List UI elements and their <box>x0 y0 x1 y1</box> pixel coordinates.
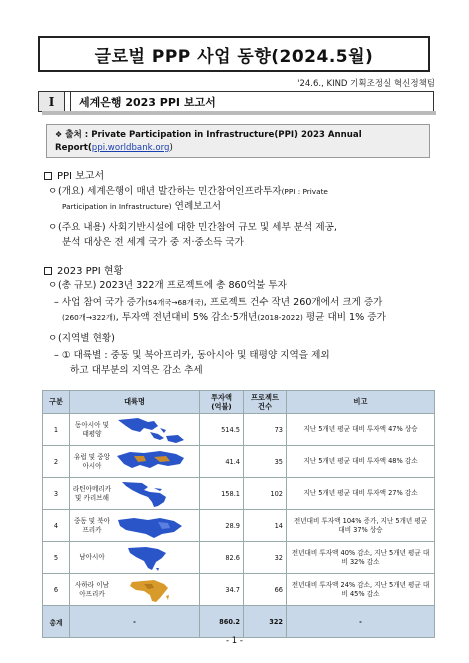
row-number: 6 <box>43 574 70 606</box>
source-link[interactable]: ppi.worldbank.org <box>91 143 170 153</box>
source-text: 출처 : Private Participation in Infrastructure(PPI) 2023 Annual Report( <box>55 130 362 153</box>
project-count: 35 <box>244 446 287 478</box>
investment-value: 514.5 <box>200 414 244 446</box>
investment-value: 41.4 <box>200 446 244 478</box>
region-cell <box>70 510 200 542</box>
col-header-region: 대륙명 <box>70 391 200 414</box>
dateline: '24.6., KIND 기획조정실 혁신정책팀 <box>297 79 435 89</box>
row-number: 1 <box>43 414 70 446</box>
note-text: 지난 5개년 평균 대비 투자액 47% 상승 <box>287 414 435 446</box>
region-name: 남아시아 <box>79 553 105 561</box>
total-note: - <box>287 606 435 638</box>
project-count: 32 <box>244 542 287 574</box>
note-text: 전년대비 투자액 24% 감소, 지난 5개년 평균 대비 45% 감소 <box>287 574 435 606</box>
investment-value: 28.9 <box>200 510 244 542</box>
heading-text: 2023 PPI 현황 <box>57 266 124 277</box>
para-text: 연례보고서 <box>171 201 222 212</box>
para-small: (PPI : Private <box>281 187 328 196</box>
total-investment: 860.2 <box>200 606 244 638</box>
table-row <box>43 510 435 542</box>
para-text: , 투자액 전년대비 5% 감소·5개년 <box>115 312 258 323</box>
document-title: 글로벌 PPP 사업 동향(2024.5월) <box>38 36 430 72</box>
note-text: 지난 5개년 평균 대비 투자액 27% 감소 <box>287 478 435 510</box>
table-row <box>43 574 435 606</box>
note-text: 전년대비 투자액 40% 감소, 지난 5개년 평균 대비 32% 감소 <box>287 542 435 574</box>
para-main-content <box>44 220 434 250</box>
total-projects: 322 <box>244 606 287 638</box>
region-cell <box>70 542 200 574</box>
heading-2023-ppi <box>44 262 123 277</box>
para-participation <box>44 295 434 325</box>
col-header-projects: 프로젝트 건수 <box>244 391 287 414</box>
para-small: (260개→322개) <box>62 313 116 322</box>
section-title: 세계은행 2023 PPI 보고서 <box>79 95 216 109</box>
section-header <box>38 91 434 112</box>
regional-table <box>42 390 435 638</box>
table-total-row <box>43 606 435 638</box>
bullet: ㅇ <box>48 186 58 197</box>
region-name: 사하라 이남 아프리카 <box>75 580 109 598</box>
map-south-asia-icon <box>114 544 189 572</box>
note-text: 지난 5개년 평균 대비 투자액 48% 감소 <box>287 446 435 478</box>
table-header-row <box>43 391 435 414</box>
map-latin-america-icon <box>114 480 189 508</box>
heading-ppi-report <box>44 167 104 182</box>
table-row <box>43 478 435 510</box>
para-small: (2018-2022) <box>257 313 303 322</box>
row-number: 5 <box>43 542 70 574</box>
region-cell <box>70 478 200 510</box>
investment-value: 82.6 <box>200 542 244 574</box>
para-text: 분석 대상은 전 세계 국가 중 저·중소득 국가 <box>62 237 244 248</box>
para-continent <box>44 348 434 378</box>
para-text: (지역별 현황) <box>58 333 115 344</box>
col-header-note: 비고 <box>287 391 435 414</box>
map-east-asia-icon <box>114 416 189 444</box>
map-europe-central-asia-icon <box>114 448 189 476</box>
para-total-scale <box>44 278 434 293</box>
note-text: 전년대비 투자액 104% 증가, 지난 5개년 평균 대비 37% 상승 <box>287 510 435 542</box>
section-number: Ⅰ <box>39 92 65 111</box>
checkbox-square-icon <box>44 172 52 180</box>
row-number: 3 <box>43 478 70 510</box>
total-label: 총계 <box>43 606 70 638</box>
para-text: (총 규모) 2023년 322개 프로젝트에 총 860억불 투자 <box>58 280 287 291</box>
region-cell <box>70 446 200 478</box>
para-text: – ① 대륙별 : 중동 및 북아프리카, 동아시아 및 태평양 지역을 제외 <box>54 350 330 361</box>
para-small: (54개국→68개국) <box>145 298 204 307</box>
table-row <box>43 446 435 478</box>
diamond-icon: ❖ <box>55 130 63 139</box>
source-suffix: ) <box>169 143 173 153</box>
row-number: 4 <box>43 510 70 542</box>
project-count: 14 <box>244 510 287 542</box>
region-name: 중동 및 북아프리카 <box>73 516 111 534</box>
table-row <box>43 542 435 574</box>
para-small: Participation in Infrastructure) <box>62 202 172 211</box>
heading-text: PPI 보고서 <box>57 171 105 182</box>
region-name: 동아시아 및 태평양 <box>75 420 109 438</box>
para-text: 하고 대부분의 지역은 감소 추세 <box>70 365 203 376</box>
region-name: 라틴아메리카 및 카리브해 <box>72 484 112 502</box>
bullet: ㅇ <box>48 333 58 344</box>
region-cell <box>70 574 200 606</box>
region-name: 유럽 및 중앙아시아 <box>73 452 111 470</box>
map-middle-east-icon <box>114 512 189 540</box>
source-box <box>46 124 430 158</box>
project-count: 102 <box>244 478 287 510</box>
investment-value: 34.7 <box>200 574 244 606</box>
para-text: 평균 대비 1% 증가 <box>302 312 386 323</box>
para-regional <box>44 331 434 346</box>
investment-value: 158.1 <box>200 478 244 510</box>
col-header-investment: 투자액 (억불) <box>200 391 244 414</box>
total-region: - <box>70 606 200 638</box>
para-text: , 프로젝트 건수 작년 260개에서 크게 증가 <box>203 297 383 308</box>
checkbox-square-icon <box>44 267 52 275</box>
project-count: 73 <box>244 414 287 446</box>
para-text: (주요 내용) 사회기반시설에 대한 민간참여 규모 및 세부 분석 제공, <box>58 222 337 233</box>
para-overview <box>44 184 434 214</box>
row-number: 2 <box>43 446 70 478</box>
bullet: ㅇ <box>48 280 58 291</box>
table-row <box>43 414 435 446</box>
region-cell <box>70 414 200 446</box>
project-count: 66 <box>244 574 287 606</box>
bullet: ㅇ <box>48 222 58 233</box>
section-shadow <box>42 111 436 115</box>
page-number: - 1 - <box>226 636 243 646</box>
para-text: (개요) 세계은행이 매년 발간하는 민간참여인프라투자 <box>58 186 282 197</box>
map-sub-saharan-africa-icon <box>114 576 189 604</box>
para-text: – 사업 참여 국가 증가 <box>54 297 146 308</box>
col-header-category: 구분 <box>43 391 70 414</box>
